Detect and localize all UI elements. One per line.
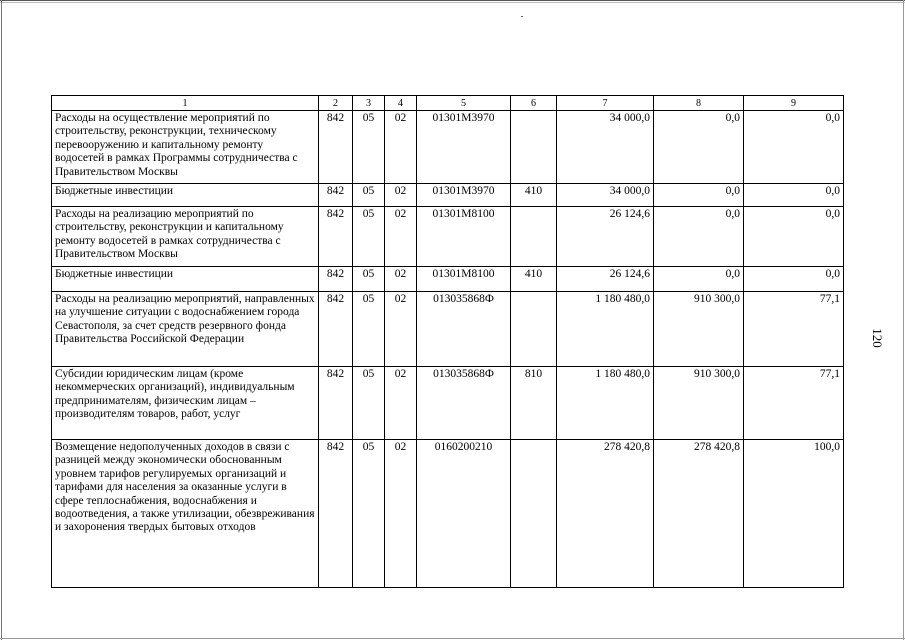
row-target-article: 013035868Ф (417, 292, 511, 367)
row-percent: 77,1 (744, 367, 844, 440)
table-row (52, 440, 844, 588)
row-ministry-code: 842 (319, 367, 353, 440)
row-section: 05 (353, 292, 385, 367)
header-col-2: 2 (319, 96, 353, 111)
row-subsection: 02 (385, 292, 417, 367)
header-col-9: 9 (744, 96, 844, 111)
table-row (52, 184, 844, 207)
row-percent: 0,0 (744, 207, 844, 267)
row-target-article: 01301М8100 (417, 207, 511, 267)
row-expense-type: 410 (511, 184, 557, 207)
row-subsection: 02 (385, 367, 417, 440)
row-target-article: 01301М3970 (417, 184, 511, 207)
scan-border-left (1, 0, 2, 640)
row-amount-8: 0,0 (654, 267, 744, 292)
table-row (52, 292, 844, 367)
scan-border-top (0, 0, 905, 1)
row-ministry-code: 842 (319, 267, 353, 292)
row-section: 05 (353, 367, 385, 440)
scan-speck (521, 16, 523, 17)
row-expense-type (511, 292, 557, 367)
row-percent: 100,0 (744, 440, 844, 588)
row-amount-7: 34 000,0 (557, 111, 654, 184)
scan-border-top-inner (0, 2, 905, 3)
row-name: Возмещение недополученных доходов в связи с разницей между экономически обоснованным уровнем тарифов регулируемых организаций и тарифами для населения за оказанные услуги в сфере теплоснабжения, водоснабжения и водоотведения, а также утилизации, обезвреживания и захоронения твердых бытовых отходов (52, 440, 319, 588)
row-expense-type: 810 (511, 367, 557, 440)
row-name: Расходы на осуществление мероприятий по строительству, реконструкции, техническому перевооружению и капитальному ремонту водосетей в рамках Программы сотрудничества с Правительством Москвы (52, 111, 319, 184)
table-row (52, 267, 844, 292)
row-name: Бюджетные инвестиции (52, 267, 319, 292)
row-expense-type (511, 207, 557, 267)
header-col-3: 3 (353, 96, 385, 111)
row-target-article: 01301М8100 (417, 267, 511, 292)
row-amount-8: 910 300,0 (654, 292, 744, 367)
row-amount-8: 0,0 (654, 184, 744, 207)
row-name: Расходы на реализацию мероприятий, направленных на улучшение ситуации с водоснабжением города Севастополя, за счет средств резервного фонда Правительства Российской Федерации (52, 292, 319, 367)
row-amount-7: 34 000,0 (557, 184, 654, 207)
row-percent: 77,1 (744, 292, 844, 367)
row-amount-7: 26 124,6 (557, 267, 654, 292)
row-subsection: 02 (385, 440, 417, 588)
header-col-1: 1 (52, 96, 319, 111)
table-row (52, 207, 844, 267)
row-subsection: 02 (385, 267, 417, 292)
row-amount-8: 910 300,0 (654, 367, 744, 440)
row-ministry-code: 842 (319, 207, 353, 267)
header-col-7: 7 (557, 96, 654, 111)
row-amount-7: 278 420,8 (557, 440, 654, 588)
table-header-row (52, 96, 844, 111)
row-amount-7: 1 180 480,0 (557, 292, 654, 367)
header-col-5: 5 (417, 96, 511, 111)
page-number: 120 (870, 328, 885, 348)
budget-table (51, 95, 844, 588)
row-section: 05 (353, 440, 385, 588)
row-subsection: 02 (385, 207, 417, 267)
row-expense-type (511, 440, 557, 588)
header-col-6: 6 (511, 96, 557, 111)
row-section: 05 (353, 267, 385, 292)
row-target-article: 0160200210 (417, 440, 511, 588)
header-col-8: 8 (654, 96, 744, 111)
row-ministry-code: 842 (319, 292, 353, 367)
row-target-article: 013035868Ф (417, 367, 511, 440)
row-subsection: 02 (385, 111, 417, 184)
row-amount-8: 0,0 (654, 207, 744, 267)
row-ministry-code: 842 (319, 440, 353, 588)
row-percent: 0,0 (744, 111, 844, 184)
row-target-article: 01301М3970 (417, 111, 511, 184)
table-row (52, 111, 844, 184)
scan-border-right (903, 0, 904, 640)
row-section: 05 (353, 111, 385, 184)
row-amount-8: 278 420,8 (654, 440, 744, 588)
row-amount-7: 26 124,6 (557, 207, 654, 267)
row-expense-type (511, 111, 557, 184)
row-expense-type: 410 (511, 267, 557, 292)
row-amount-7: 1 180 480,0 (557, 367, 654, 440)
row-name: Расходы на реализацию мероприятий по строительству, реконструкции и капитальному ремонту водосетей в рамках сотрудничества с Правительством Москвы (52, 207, 319, 267)
scan-border-bottom (0, 638, 905, 639)
header-col-4: 4 (385, 96, 417, 111)
row-ministry-code: 842 (319, 111, 353, 184)
row-name: Бюджетные инвестиции (52, 184, 319, 207)
row-amount-8: 0,0 (654, 111, 744, 184)
row-subsection: 02 (385, 184, 417, 207)
row-section: 05 (353, 184, 385, 207)
row-name: Субсидии юридическим лицам (кроме некоммерческих организаций), индивидуальным предпринимателям, физическим лицам – производителям товаров, работ, услуг (52, 367, 319, 440)
row-ministry-code: 842 (319, 184, 353, 207)
row-section: 05 (353, 207, 385, 267)
table-row (52, 367, 844, 440)
row-percent: 0,0 (744, 267, 844, 292)
row-percent: 0,0 (744, 184, 844, 207)
